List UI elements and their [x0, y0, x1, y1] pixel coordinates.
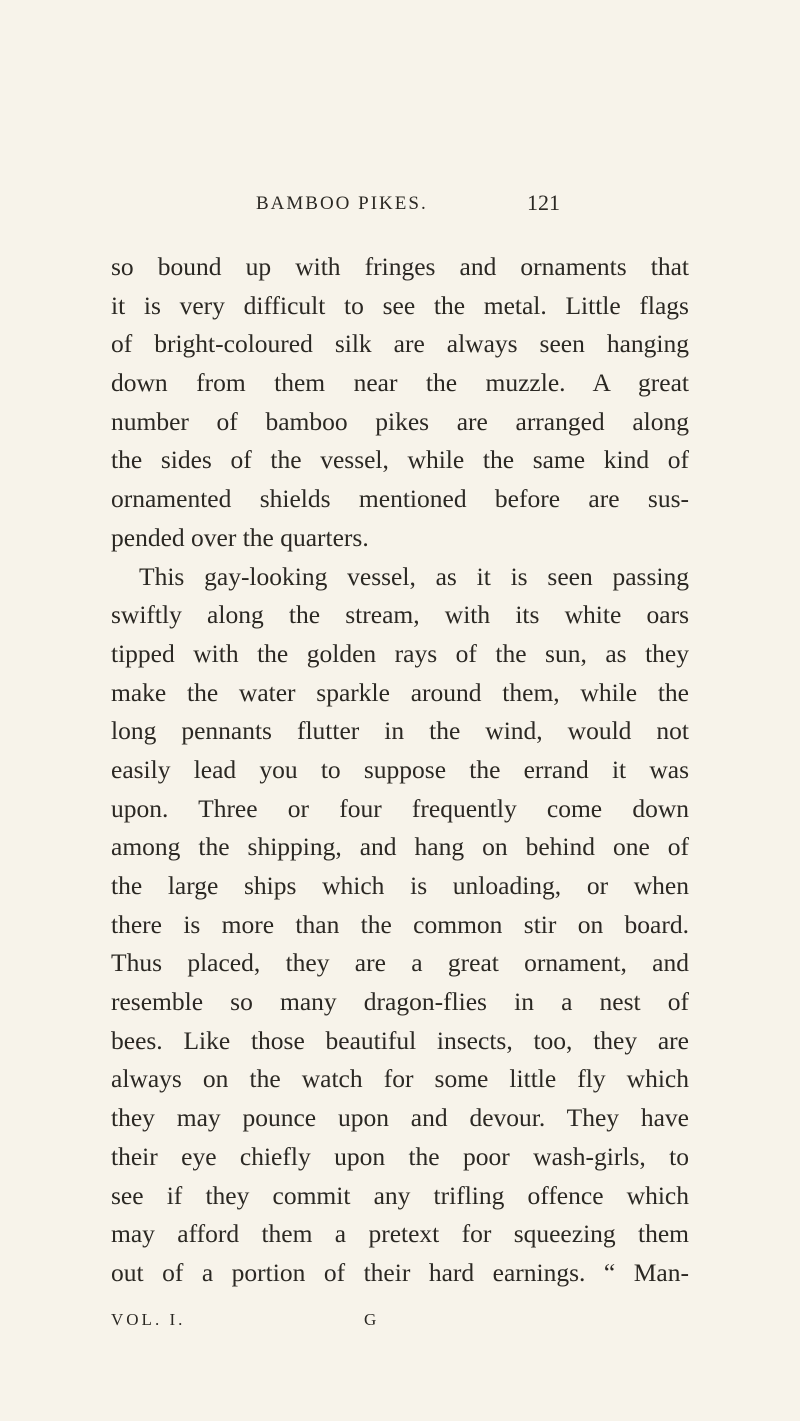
text-line: see if they commit any trifling offence which: [111, 1180, 689, 1210]
text-line: make the water sparkle around them, while the: [111, 677, 689, 707]
text-line: easily lead you to suppose the errand it was: [111, 754, 689, 784]
text-line: so bound up with fringes and ornaments that: [111, 252, 689, 281]
text-line: Thus placed, they are a great ornament, and: [111, 948, 689, 978]
text-line: out of a portion of their hard earnings. “ Man-: [111, 1257, 689, 1287]
text-line: long pennants flutter in the wind, would not: [111, 716, 689, 746]
text-line: it is very difficult to see the metal. Little flags: [111, 290, 689, 320]
text-line: ornamented shields mentioned before are sus-: [111, 484, 689, 514]
text-line: down from them near the muzzle. A great: [111, 368, 689, 398]
text-line: always on the watch for some little fly which: [111, 1064, 689, 1094]
text-line: swiftly along the stream, with its white oars: [111, 600, 689, 630]
text-line: of bright-coloured silk are always seen hanging: [111, 329, 689, 359]
running-header: [256, 190, 560, 223]
running-title: BAMBOO PIKES.: [256, 193, 428, 214]
text-line: tipped with the golden rays of the sun, as they: [111, 638, 689, 668]
text-line: among the shipping, and hang on behind one of: [111, 832, 689, 862]
text-line: pended over the quarters.: [111, 522, 369, 552]
text-line: upon. Three or four frequently come down: [111, 793, 689, 823]
text-line: their eye chiefly upon the poor wash-girls, to: [111, 1141, 689, 1171]
text-line: This gay-looking vessel, as it is seen passing: [139, 561, 689, 591]
text-line: bees. Like those beautiful insects, too, they are: [111, 1025, 689, 1055]
volume-label: VOL. I.: [111, 1310, 186, 1329]
text-line: the sides of the vessel, while the same kind of: [111, 445, 689, 475]
text-line: the large ships which is unloading, or when: [111, 871, 689, 900]
text-line: number of bamboo pikes are arranged along: [111, 406, 689, 436]
text-line: there is more than the common stir on board.: [111, 909, 689, 939]
signature-mark: G: [364, 1310, 377, 1329]
signature-line: [111, 1310, 451, 1338]
page-number: 121: [527, 190, 560, 215]
text-line: resemble so many dragon-flies in a nest of: [111, 987, 689, 1017]
body-text: [111, 248, 689, 1293]
text-line: they may pounce upon and devour. They have: [111, 1103, 689, 1133]
text-line: may afford them a pretext for squeezing them: [111, 1219, 689, 1249]
